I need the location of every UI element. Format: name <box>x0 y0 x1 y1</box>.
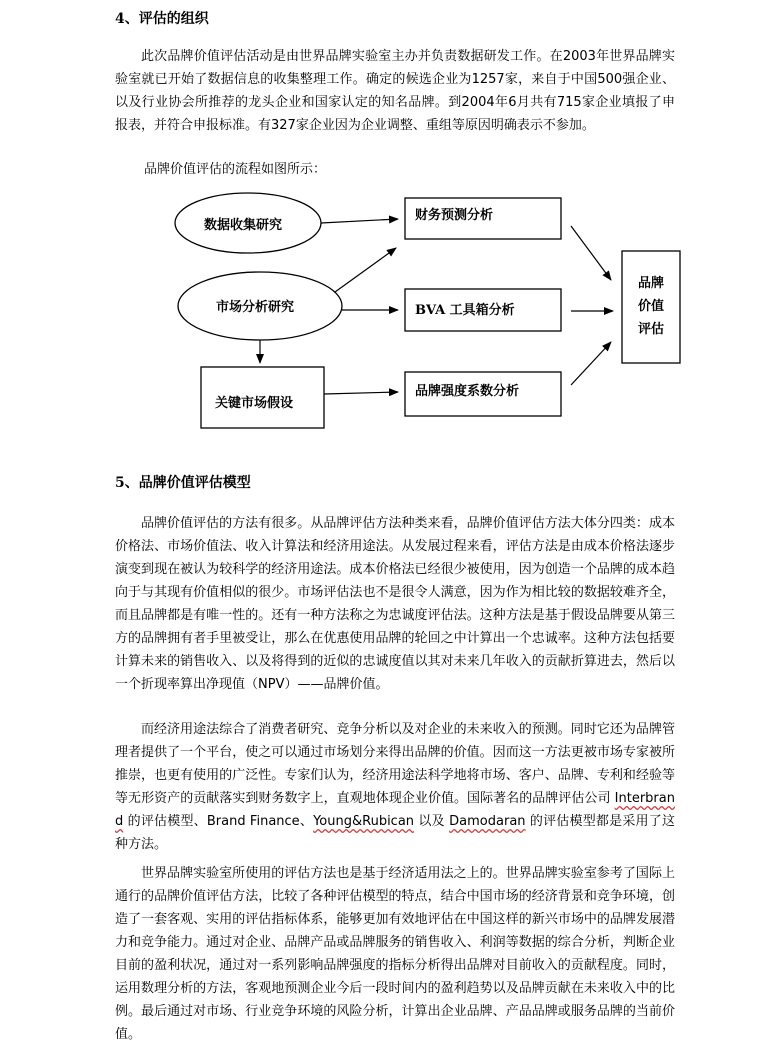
data-collection-label: 数据收集研究 <box>204 218 283 233</box>
section-5-paragraph-2 <box>115 718 675 856</box>
arrow-assumption-to-strength <box>324 392 398 394</box>
para2-text-2: 的评估模型、Brand Finance、 <box>123 814 314 829</box>
arrow-market-to-financial <box>335 248 396 292</box>
damodaran-term: Damodaran <box>449 814 526 829</box>
para2-text-4: 的评估模型都是采用了这种方法。 <box>115 814 675 852</box>
interbrand-term: Interbrand <box>115 791 675 829</box>
section-5-heading: 5、品牌价值评估模型 <box>115 475 251 491</box>
section-4-paragraph: 此次品牌价值评估活动是由世界品牌实验室主办并负责数据研发工作。在2003年世界品牌实验室就已开始了数据信息的收集整理工作。确定的候选企业为1257家，来自于中国500强企业、以及行业协会所推荐的龙头企业和国家认定的知名品牌。到2004年6月共有715家企业填报了申报表，并符合申报标准。有327家企业因为企业调整、重组等原因明确表示不参加。 <box>115 49 675 133</box>
result-line-2: 价值 <box>637 299 664 314</box>
section-4-heading: 4、评估的组织 <box>115 11 209 27</box>
flowchart-caption: 品牌价值评估的流程如图所示： <box>144 162 327 177</box>
para2-text-3: 以及 <box>414 814 450 829</box>
financial-forecast-label: 财务预测分析 <box>415 208 494 223</box>
young-rubican-term: Young&Rubican <box>313 814 415 829</box>
brand-value-result-label <box>622 272 680 341</box>
result-line-3: 评估 <box>637 322 664 337</box>
bva-toolbox-label: BVA 工具箱分析 <box>415 303 515 318</box>
key-assumption-label: 关键市场假设 <box>215 396 294 411</box>
arrow-financial-to-result <box>571 226 611 280</box>
result-line-1: 品牌 <box>637 276 664 291</box>
section-5-paragraph-1: 品牌价值评估的方法有很多。从品牌评估方法种类来看，品牌价值评估方法大体分四类：成本价格法、市场价值法、收入计算法和经济用途法。从发展过程来看，评估方法是由成本价格法逐步演变到现在被认为较科学的经济用途法。成本价格法已经很少被使用，因为创造一个品牌的成本趋向于与其现有价值相似的很少。市场评估法也不是很令人满意，因为作为相比较的数据较难齐全，而且品牌都是有唯一性的。还有一种方法称之为忠诚度评估法。这种方法是基于假设品牌要从第三方的品牌拥有者手里被受让，那么在优惠使用品牌的轮回之中计算出一个忠诚率。这种方法包括要计算未来的销售收入、以及将得到的近似的忠诚度值以其对未来几年收入的贡献折算进去，然后以一个折现率算出净现值（NPV）——品牌价值。 <box>115 516 675 692</box>
para2-text-1: 而经济用途法综合了消费者研究、竞争分析以及对企业的未来收入的预测。同时它还为品牌管理者提供了一个平台，使之可以通过市场划分来得出品牌的价值。因而这一方法更被市场专家被所推崇，也更有使用的广泛性。专家们认为，经济用途法科学地将市场、客户、品牌、专利和经验等等无形资产的贡献落实到财务数字上，直观地体现企业价值。国际著名的品牌评估公司 <box>115 722 675 806</box>
market-analysis-label: 市场分析研究 <box>216 300 295 315</box>
arrow-strength-to-result <box>571 342 611 385</box>
arrow-data-to-financial <box>321 219 398 223</box>
section-5-paragraph-3: 世界品牌实验室所使用的评估方法也是基于经济适用法之上的。世界品牌实验室参考了国际上通行的品牌价值评估方法，比较了各种评估模型的特点，结合中国市场的经济背景和竞争环境，创造了一套客观、实用的评估指标体系，能够更加有效地评估在中国这样的新兴市场中的品牌发展潜力和竞争能力。通过对企业、品牌产品或品牌服务的销售收入、利润等数据的综合分析，判断企业目前的盈利状况，通过对一系列影响品牌强度的指标分析得出品牌对目前收入的贡献程度。同时，运用数理分析的方法，客观地预测企业今后一段时间内的盈利趋势以及品牌贡献在未来收入中的比例。最后通过对市场、行业竞争环境的风险分析，计算出企业品牌、产品品牌或服务品牌的当前价值。 <box>115 866 675 1042</box>
brand-strength-label: 品牌强度系数分析 <box>415 384 520 399</box>
